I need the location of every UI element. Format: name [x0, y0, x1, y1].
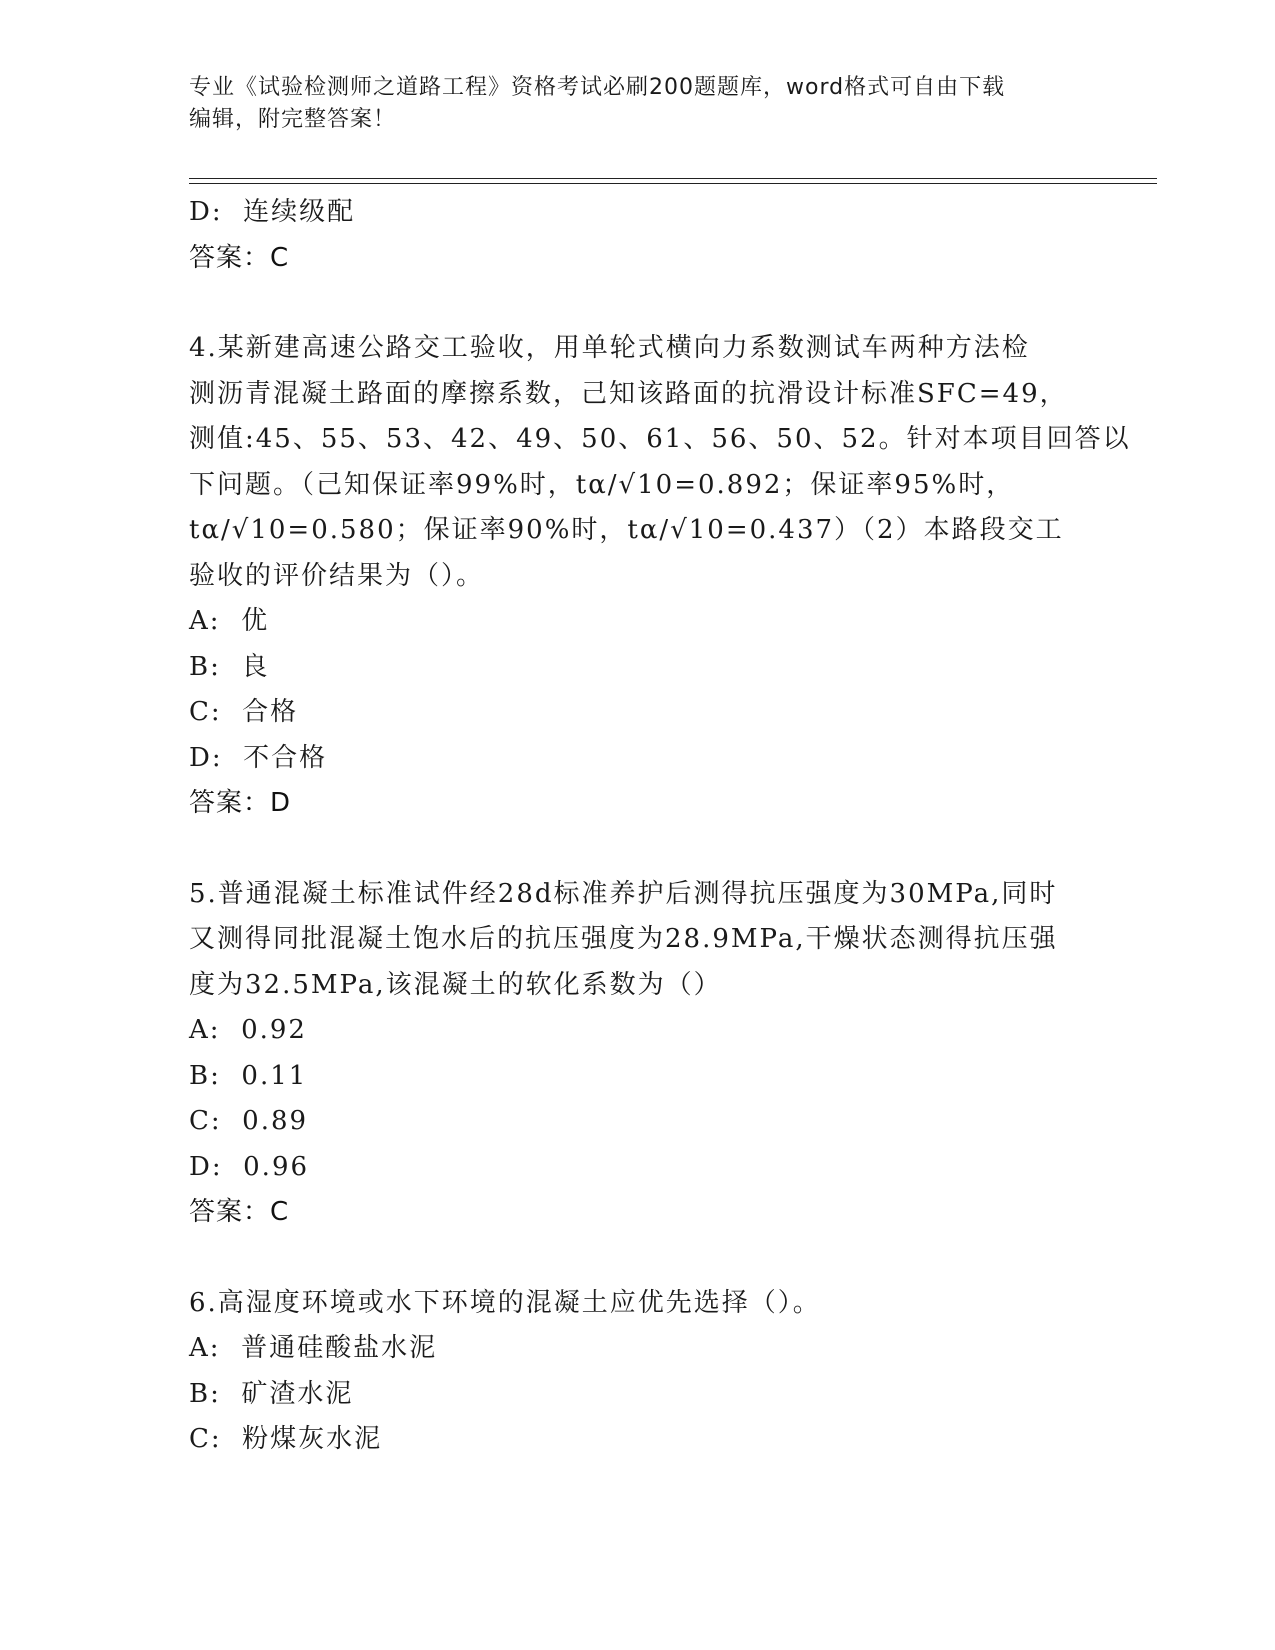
spacer — [189, 1236, 1089, 1281]
q5-option-c: C: 0.89 — [189, 1106, 309, 1136]
spacer — [189, 827, 1089, 872]
question-4 — [189, 326, 1131, 827]
prev-answer: 答案：C — [189, 242, 290, 273]
question-6 — [189, 1281, 1089, 1463]
q5-option-b: B: 0.11 — [189, 1060, 308, 1091]
spacer — [189, 281, 1089, 326]
q6-option-b: B: 矿渣水泥 — [189, 1378, 354, 1409]
q6-option-c: C: 粉煤灰水泥 — [189, 1424, 383, 1454]
q5-option-a: A: 0.92 — [189, 1015, 307, 1045]
header-line-1: 专业《试验检测师之道路工程》资格考试必刷200题题库，word格式可自由下载 — [189, 75, 1006, 100]
question-5 — [189, 872, 1089, 1236]
q4-text-line: tα/√10=0.580；保证率90%时，tα/√10=0.437）（2）本路段交工 — [189, 515, 1064, 545]
header-divider-top — [189, 178, 1157, 179]
q4-option-a: A: 优 — [189, 606, 270, 636]
header-line-2: 编辑，附完整答案！ — [189, 107, 397, 132]
q6-option-a: A: 普通硅酸盐水泥 — [189, 1333, 438, 1363]
q5-option-d: D: 0.96 — [189, 1151, 310, 1182]
q5-text-line: 5.普通混凝土标准试件经28d标准养护后测得抗压强度为30MPa,同时 — [189, 878, 1058, 909]
q6-text-line: 6.高湿度环境或水下环境的混凝土应优先选择（）。 — [189, 1287, 821, 1318]
q4-option-c: C: 合格 — [189, 697, 299, 727]
q4-option-d: D: 不合格 — [189, 742, 328, 773]
q5-text-line: 又测得同批混凝土饱水后的抗压强度为28.9MPa,干燥状态测得抗压强 — [189, 924, 1058, 954]
q4-option-b: B: 良 — [189, 651, 270, 682]
q4-text-line: 测沥青混凝土路面的摩擦系数，己知该路面的抗滑设计标准SFC=49， — [189, 378, 1068, 409]
q4-text-line: 4.某新建高速公路交工验收，用单轮式横向力系数测试车两种方法检 — [189, 333, 1030, 363]
prev-option-d: D: 连续级配 — [189, 197, 356, 227]
header-divider-bottom — [189, 183, 1157, 184]
q5-answer: 答案：C — [189, 1197, 290, 1227]
q4-text-line: 测值:45、55、53、42、49、50、61、56、50、52。针对本项目回答以 — [189, 424, 1131, 454]
q5-text-line: 度为32.5MPa,该混凝土的软化系数为（） — [189, 969, 722, 1000]
q4-text-line: 验收的评价结果为（）。 — [189, 560, 485, 591]
document-header — [189, 72, 1089, 136]
q4-answer: 答案：D — [189, 788, 292, 818]
question-content — [189, 190, 1131, 1463]
q4-text-line: 下问题。（己知保证率99%时，tα/√10=0.892；保证率95%时， — [189, 469, 1015, 500]
